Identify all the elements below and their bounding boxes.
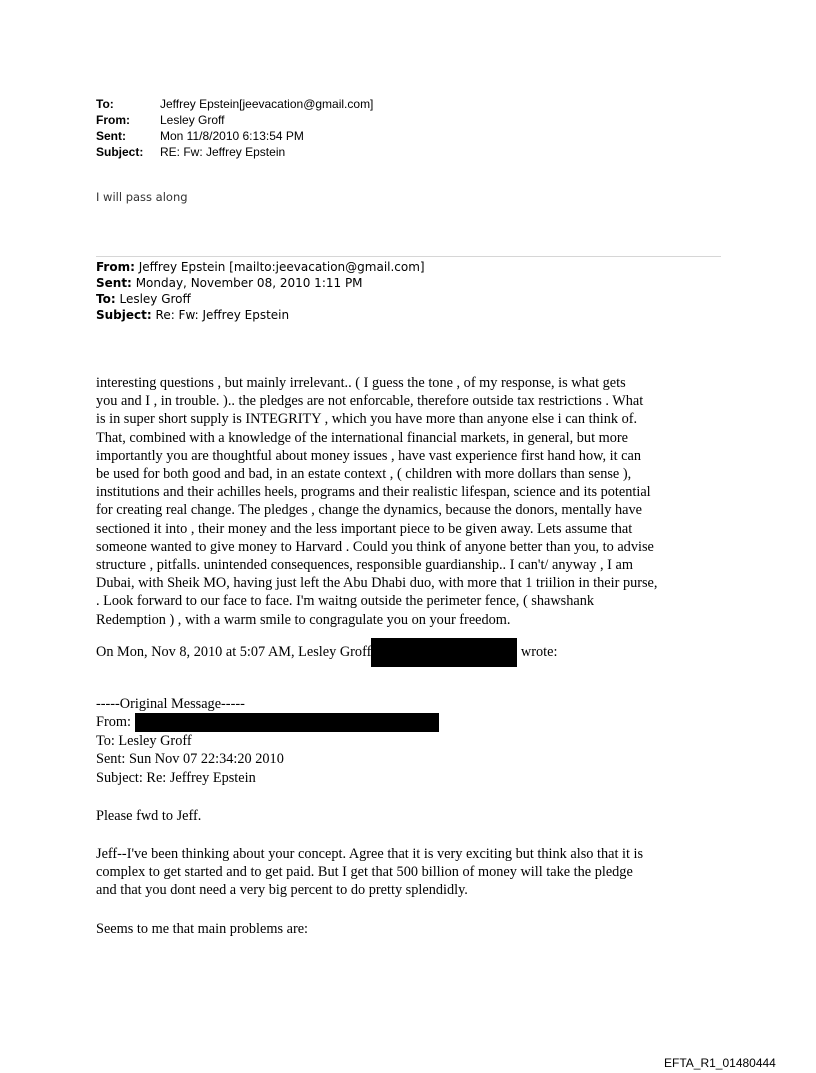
body-line: is in super short supply is INTEGRITY , which you have more than anyone else i can think of. xyxy=(96,411,638,428)
forwarded-header xyxy=(96,259,425,323)
problems-line: Seems to me that main problems are: xyxy=(96,920,309,937)
on-date-text: On Mon, Nov 8, 2010 at 5:07 AM, Lesley Groff xyxy=(96,643,372,660)
sent-label: Sent: xyxy=(96,129,126,143)
body-line: That, combined with a knowledge of the international financial markets, in general, but more xyxy=(96,429,628,446)
fwd-subject-value: Re: Fw: Jeffrey Epstein xyxy=(155,308,290,322)
fwd-to-row xyxy=(96,291,425,307)
jeff-line: and that you dont need a very big percent to do pretty splendidly. xyxy=(96,882,468,899)
body-line: . Look forward to our face to face. I'm waitng outside the perimeter fence, ( shawshank xyxy=(96,593,595,610)
original-subject-line: Subject: Re: Jeffrey Epstein xyxy=(96,769,256,786)
redaction-block xyxy=(371,638,517,667)
original-separator: -----Original Message----- xyxy=(96,695,245,712)
body-line: Redemption ) , with a warm smile to congragulate you on your freedom. xyxy=(96,611,511,628)
body-line: for creating real change. The pledges , change the dynamics, because the donors, mentally have xyxy=(96,502,642,519)
original-to-line: To: Lesley Groff xyxy=(96,733,192,750)
original-from-label: From: xyxy=(96,714,135,731)
fwd-subject-label: Subject: xyxy=(96,308,152,322)
header-sent-row xyxy=(96,128,373,144)
please-line: Please fwd to Jeff. xyxy=(96,807,202,824)
header-subject-row xyxy=(96,144,373,160)
subject-value: RE: Fw: Jeffrey Epstein xyxy=(160,145,286,159)
to-value: Jeffrey Epstein[jeevacation@gmail.com] xyxy=(160,97,374,111)
original-message xyxy=(96,695,736,787)
fwd-to-value: Lesley Groff xyxy=(119,292,191,306)
body-line: structure , pitfalls. unintended consequences, responsible guardianship.. I can't/ anyway , I am xyxy=(96,557,633,574)
body-paragraph xyxy=(96,374,736,629)
header-from-row xyxy=(96,112,373,128)
body-line: you and I , in trouble. ).. the pledges are not enforcable, therefore outside tax restrictions . What xyxy=(96,393,644,410)
from-value: Lesley Groff xyxy=(160,113,225,127)
fwd-sent-label: Sent: xyxy=(96,276,132,290)
reply-note: I will pass along xyxy=(96,190,188,204)
jeff-line: complex to get started and to get paid. But I get that 500 billion of money will take the pledge xyxy=(96,864,633,881)
wrote-text: wrote: xyxy=(517,643,558,660)
header-to-row xyxy=(96,96,373,112)
body-line: institutions and their achilles heels, programs and their realistic lifespan, science and its potential xyxy=(96,484,651,501)
body-line: sectioned it into , their money and the less important piece to be given away. Lets assume that xyxy=(96,520,633,537)
fwd-from-label: From: xyxy=(96,260,135,274)
on-date-line xyxy=(96,638,736,667)
body-line: someone wanted to give money to Harvard . Could you think of anyone better than you, to advise xyxy=(96,538,654,555)
jeff-paragraph xyxy=(96,845,736,900)
body-line: importantly you are thoughtful about money issues , have vast experience first hand how, it can xyxy=(96,447,641,464)
message-body xyxy=(96,374,736,938)
original-sent-line: Sent: Sun Nov 07 22:34:20 2010 xyxy=(96,751,284,768)
subject-label: Subject: xyxy=(96,145,144,159)
to-label: To: xyxy=(96,97,114,111)
fwd-from-row xyxy=(96,259,425,275)
fwd-to-label: To: xyxy=(96,292,116,306)
from-label: From: xyxy=(96,113,130,127)
divider xyxy=(96,256,721,257)
fwd-sent-row xyxy=(96,275,425,291)
body-line: Dubai, with Sheik MO, having just left the Abu Dhabi duo, with more that 1 triilion in their purse, xyxy=(96,575,658,592)
jeff-line: Jeff--I've been thinking about your concept. Agree that it is very exciting but think also that it is xyxy=(96,846,644,863)
fwd-subject-row xyxy=(96,307,425,323)
body-line: interesting questions , but mainly irrelevant.. ( I guess the tone , of my response, is what gets xyxy=(96,375,626,391)
fwd-from-value: Jeffrey Epstein [mailto:jeevacation@gmail.com] xyxy=(138,260,425,274)
body-line: be used for both good and bad, in an estate context , ( children with more dollars than sense ), xyxy=(96,466,632,483)
sent-value: Mon 11/8/2010 6:13:54 PM xyxy=(160,129,304,143)
fwd-sent-value: Monday, November 08, 2010 1:11 PM xyxy=(135,276,363,290)
redaction-block xyxy=(135,713,439,732)
document-id: EFTA_R1_01480444 xyxy=(664,1056,776,1070)
email-header xyxy=(96,96,373,160)
